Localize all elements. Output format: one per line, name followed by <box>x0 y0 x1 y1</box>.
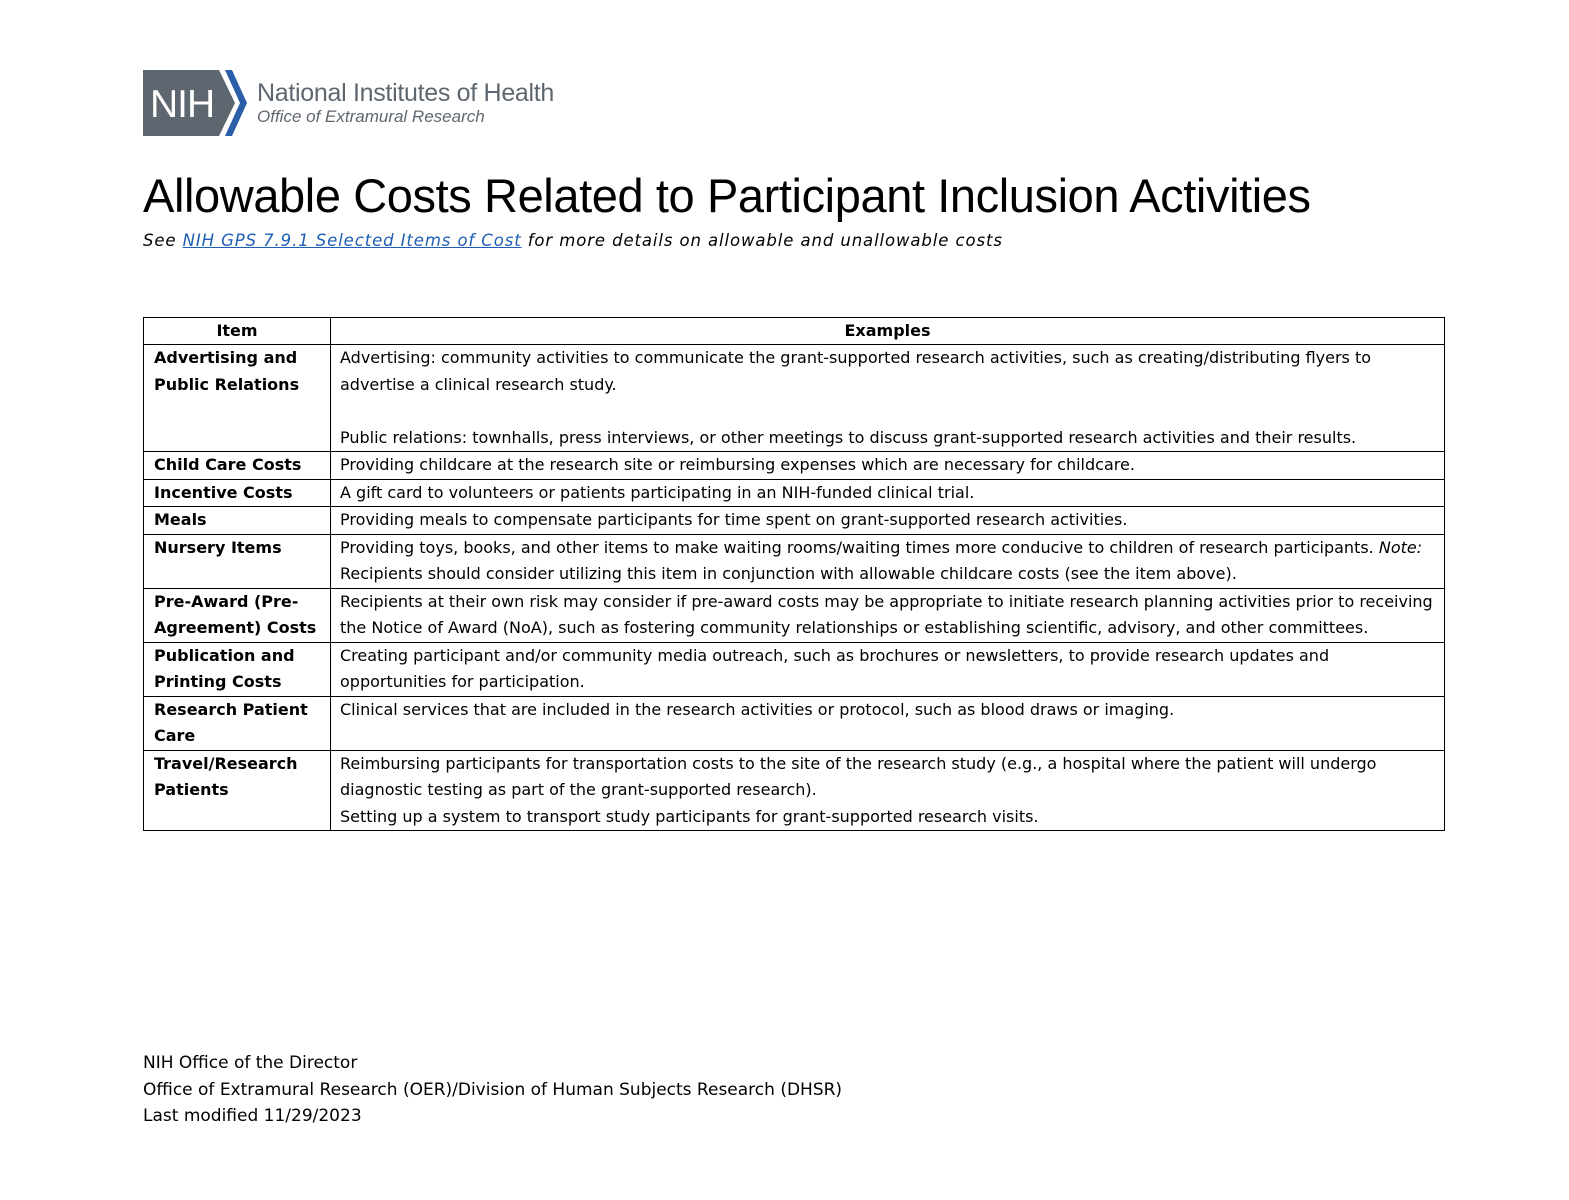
row-item: Child Care Costs <box>144 452 331 480</box>
page-title: Allowable Costs Related to Participant Inclusion Activities <box>143 169 1311 222</box>
nih-logo <box>143 70 554 136</box>
row-examples <box>331 345 1445 452</box>
row-examples <box>331 534 1445 588</box>
footer-division: Office of Extramural Research (OER)/Division of Human Subjects Research (DHSR) <box>143 1079 843 1100</box>
example-paragraph: Providing childcare at the research site or reimbursing expenses which are necessary for childcare. <box>340 455 1135 474</box>
example-paragraph: Reimbursing participants for transportation costs to the site of the research study (e.g., a hospital where the patient will undergo diagnostic testing as part of the grant-supported research). <box>340 753 1377 799</box>
example-paragraph: Recipients at their own risk may consider if pre-award costs may be appropriate to initiate research planning activities prior to receiving the Notice of Award (NoA), such as fostering community relationships or establishing scientific, advisory, and other committees. <box>340 591 1433 637</box>
logo-title: National Institutes of Health <box>257 79 555 107</box>
row-examples <box>331 588 1445 642</box>
table-row <box>144 750 1445 831</box>
nih-logo-mark-icon <box>143 70 247 136</box>
table-row <box>144 696 1445 750</box>
row-item: Nursery Items <box>144 534 331 588</box>
example-paragraph <box>340 535 1438 588</box>
row-item: Publication and Printing Costs <box>144 642 331 696</box>
row-item: Meals <box>144 507 331 535</box>
row-item: Research Patient Care <box>144 696 331 750</box>
table-row <box>144 479 1445 507</box>
example-paragraph: A gift card to volunteers or patients participating in an NIH-funded clinical trial. <box>340 482 975 502</box>
row-item: Pre-Award (Pre-Agreement) Costs <box>144 588 331 642</box>
row-examples <box>331 479 1445 507</box>
table-row <box>144 345 1445 452</box>
page-footer <box>143 1050 842 1130</box>
row-item: Advertising and Public Relations <box>144 345 331 452</box>
table-row <box>144 507 1445 535</box>
table-header-row <box>144 318 1445 345</box>
example-text: Providing toys, books, and other items to make waiting rooms/waiting times more conducive to children of research participants. <box>340 537 1379 557</box>
page-subtitle <box>143 231 1003 250</box>
row-item: Travel/Research Patients <box>144 750 331 831</box>
example-paragraph: Creating participant and/or community media outreach, such as brochures or newsletters, to provide research updates and opportunities for participation. <box>340 645 1330 691</box>
example-paragraph: Clinical services that are included in the research activities or protocol, such as blood draws or imaging. <box>340 699 1175 719</box>
table-row <box>144 534 1445 588</box>
footer-last-modified: Last modified 11/29/2023 <box>143 1106 362 1126</box>
table-row <box>144 588 1445 642</box>
subtitle-suffix: for more details on allowable and unallowable costs <box>521 231 1003 250</box>
subtitle-prefix: See <box>143 231 183 250</box>
nih-logo-text <box>257 79 554 127</box>
gps-link[interactable]: NIH GPS 7.9.1 Selected Items of Cost <box>182 231 522 250</box>
example-paragraph: Advertising: community activities to communicate the grant-supported research activities, such as creating/distributing flyers to advertise a clinical research study. <box>340 348 1372 394</box>
nih-logo-mark-text: NIH <box>150 83 215 126</box>
note-label: Note: <box>1378 537 1423 557</box>
example-text: Recipients should consider utilizing this item in conjunction with allowable childcare costs (see the item above). <box>340 564 1237 583</box>
row-examples <box>331 642 1445 696</box>
example-paragraph: Setting up a system to transport study participants for grant-supported research visits. <box>340 806 1039 826</box>
row-examples <box>331 696 1445 750</box>
header-examples: Examples <box>331 318 1445 345</box>
example-paragraph: Providing meals to compensate participants for time spent on grant-supported research activities. <box>340 510 1128 529</box>
row-examples <box>331 452 1445 480</box>
allowable-costs-table <box>143 317 1445 831</box>
footer-office: NIH Office of the Director <box>143 1053 358 1073</box>
row-item: Incentive Costs <box>144 479 331 507</box>
table-row <box>144 642 1445 696</box>
header-item: Item <box>144 318 331 345</box>
example-paragraph: Public relations: townhalls, press interviews, or other meetings to discuss grant-supported research activities and their results. <box>340 427 1357 447</box>
row-examples <box>331 507 1445 535</box>
row-examples <box>331 750 1445 831</box>
logo-subtitle: Office of Extramural Research <box>257 107 485 126</box>
table-row <box>144 452 1445 480</box>
